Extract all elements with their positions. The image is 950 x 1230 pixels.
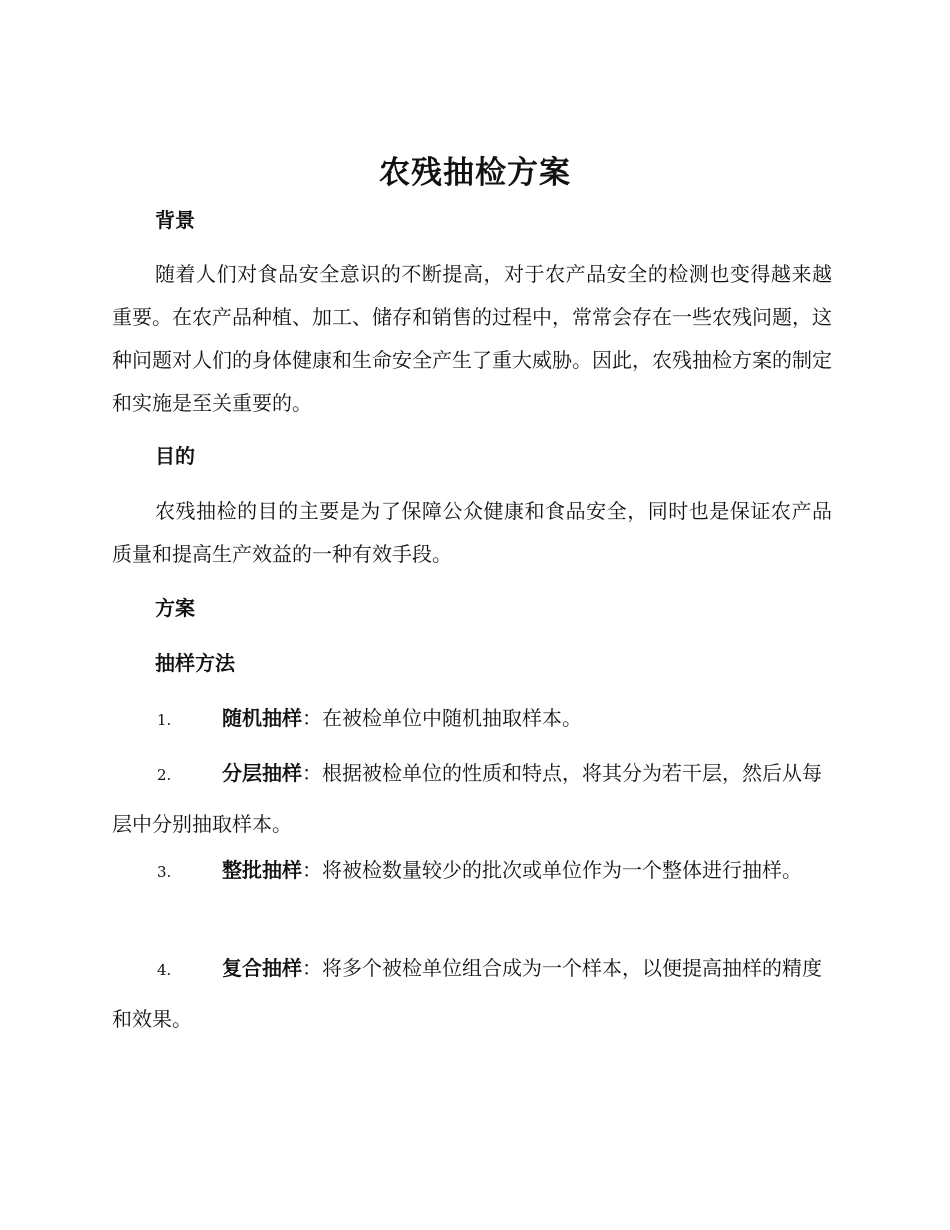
list-item-term: 分层抽样	[222, 761, 302, 785]
list-item-text: 将多个被检单位组合成为一个样本，以便提高抽样的精度和效果。	[112, 956, 822, 1031]
list-item-term: 整批抽样	[222, 858, 302, 882]
section-heading-purpose: 目的	[155, 444, 195, 468]
background-paragraph: 随着人们对食品安全意识的不断提高，对于农产品安全的检测也变得越来越重要。在农产品种植、加工、储存和销售的过程中，常常会存在一些农残问题，这种问题对人们的身体健康和生命安全产生了重大威胁。因此，农残抽检方案的制定和实施是至关重要的。	[112, 262, 832, 415]
list-item-separator: ：	[302, 956, 322, 980]
list-item-number: 3.	[157, 863, 172, 881]
list-item-separator: ：	[302, 858, 322, 882]
section-heading-plan: 方案	[155, 596, 195, 620]
list-item-text: 在被检单位中随机抽取样本。	[322, 706, 582, 730]
document-title: 农残抽检方案	[379, 155, 571, 191]
list-item-term: 随机抽样	[222, 706, 302, 730]
list-item	[112, 944, 832, 1044]
section-heading-background: 背景	[155, 208, 195, 232]
list-item-text: 将被检数量较少的批次或单位作为一个整体进行抽样。	[322, 858, 802, 882]
list-item-separator: ：	[302, 706, 322, 730]
list-item-text: 根据被检单位的性质和特点，将其分为若干层，然后从每层中分别抽取样本。	[112, 761, 822, 836]
purpose-paragraph: 农残抽检的目的主要是为了保障公众健康和食品安全，同时也是保证农产品质量和提高生产效益的一种有效手段。	[112, 499, 832, 566]
list-item	[112, 846, 832, 897]
section-heading-sampling-methods: 抽样方法	[155, 651, 235, 675]
list-item	[112, 694, 832, 745]
list-item-number: 4.	[157, 961, 172, 979]
list-item-term: 复合抽样	[222, 956, 302, 980]
list-item	[112, 749, 832, 849]
list-item-number: 1.	[157, 711, 172, 729]
list-item-separator: ：	[302, 761, 322, 785]
list-item-number: 2.	[157, 766, 172, 784]
